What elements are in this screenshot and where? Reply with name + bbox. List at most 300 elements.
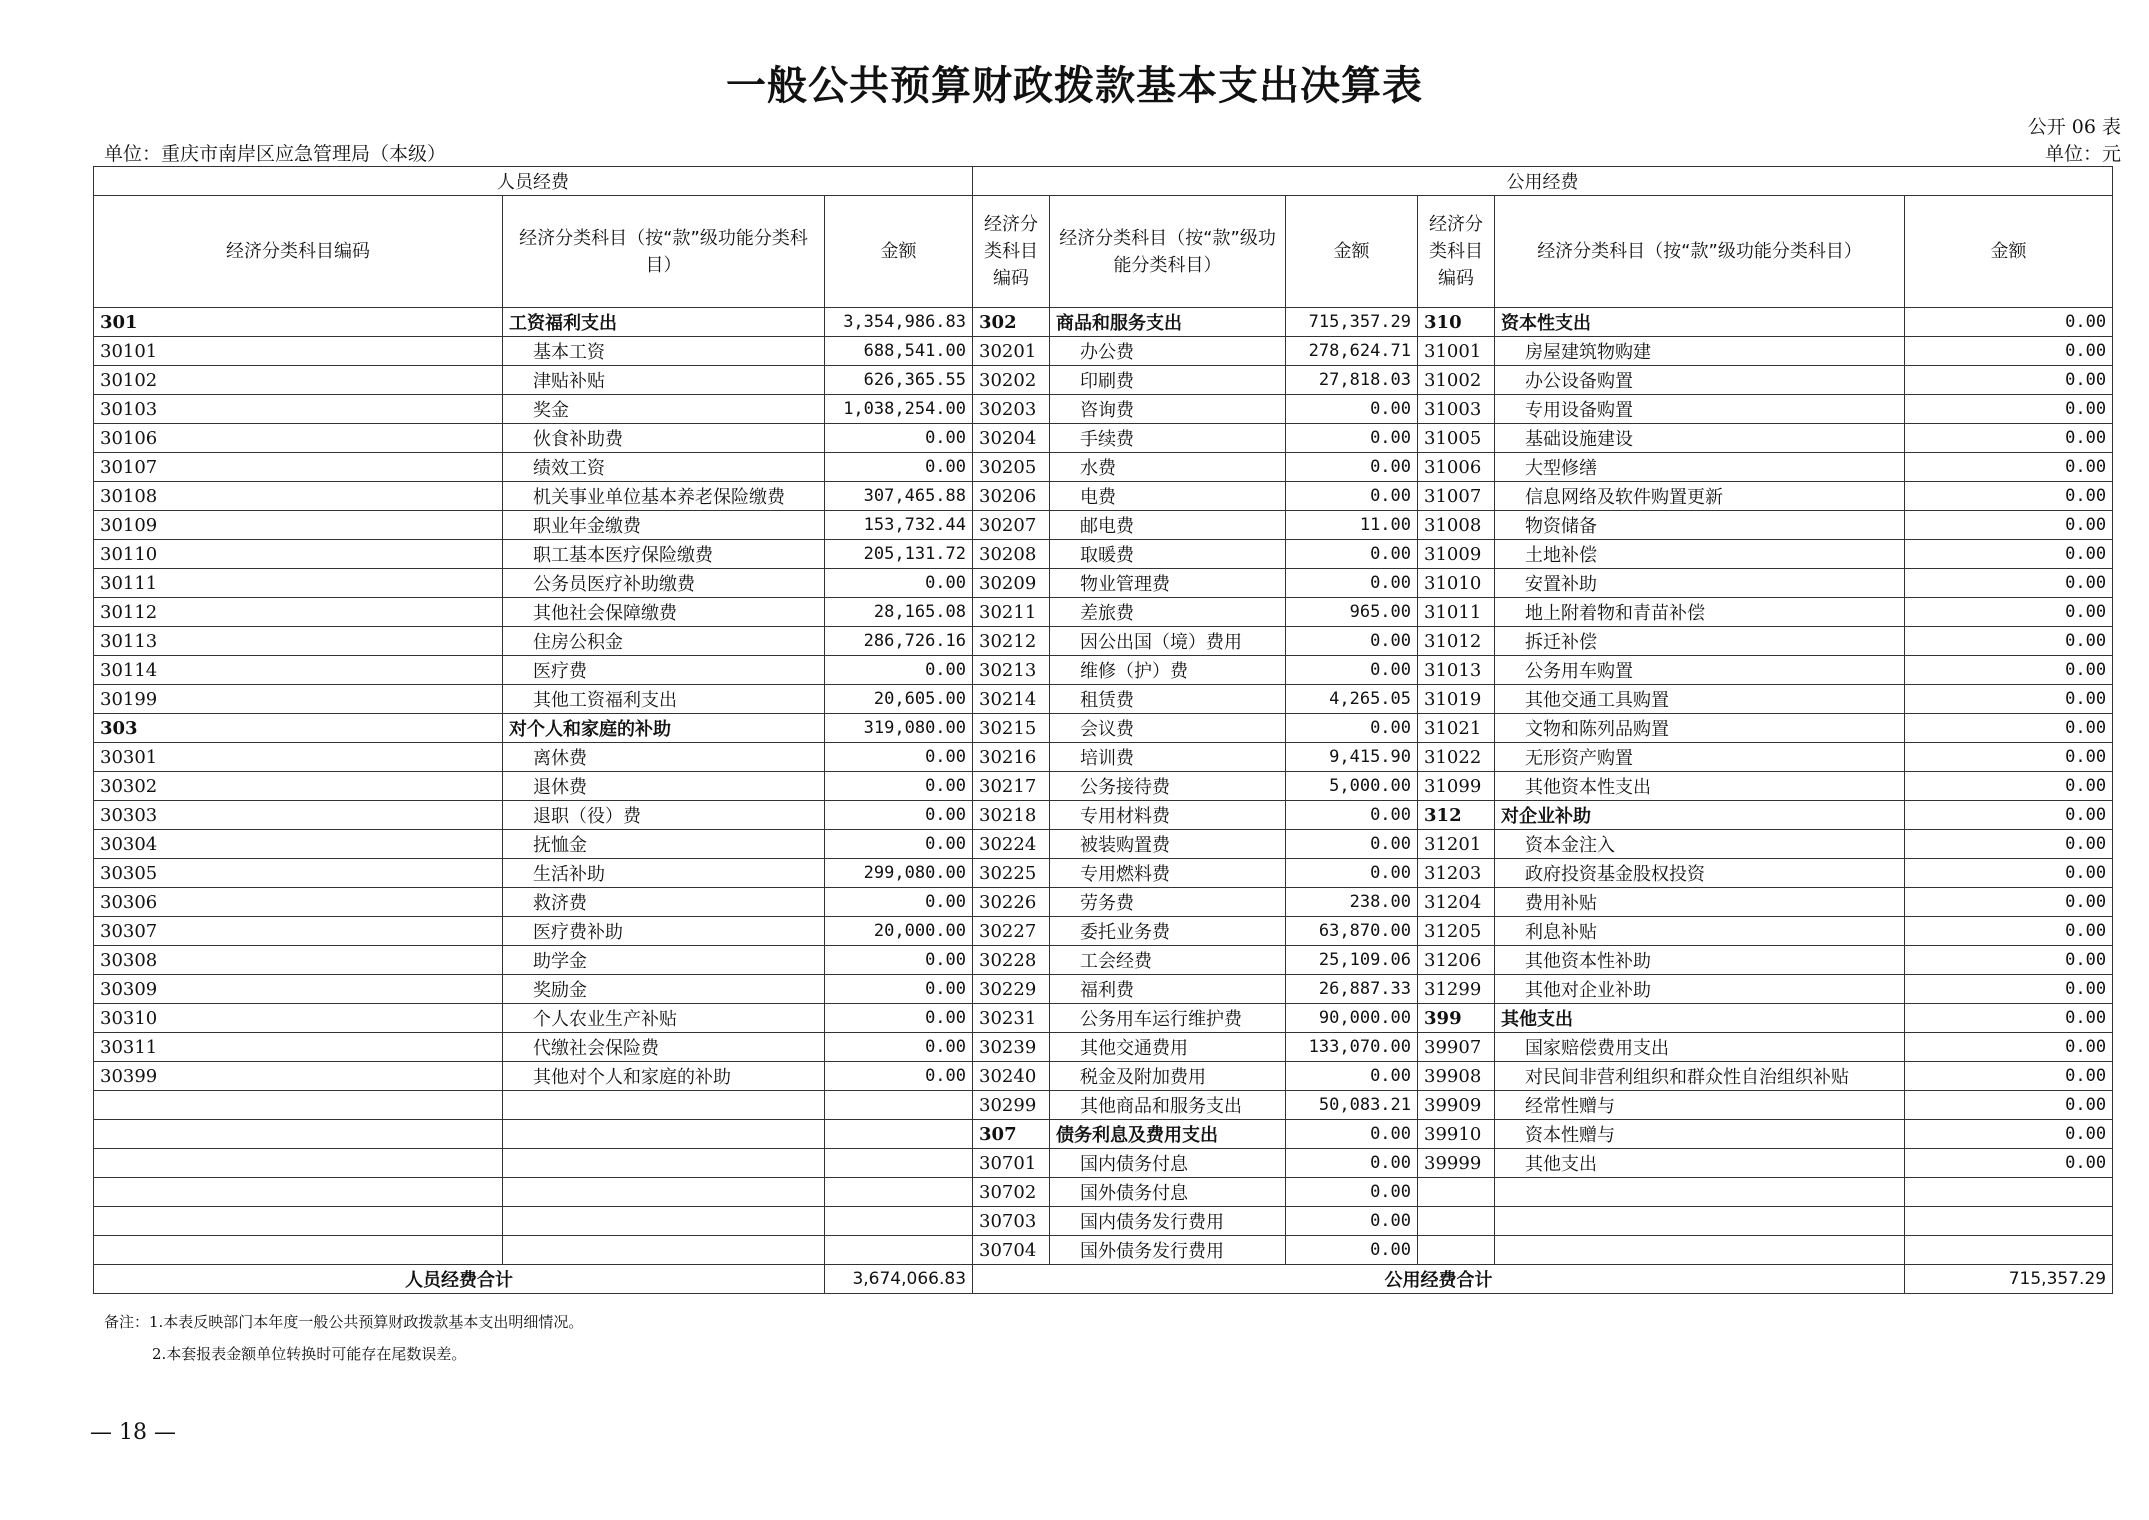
subject-cell: 助学金	[503, 946, 825, 975]
code-cell: 307	[973, 1120, 1050, 1149]
code-cell: 31204	[1418, 888, 1495, 917]
code-cell: 30203	[973, 395, 1050, 424]
subject-cell: 公务接待费	[1050, 772, 1286, 801]
amount-cell: 0.00	[1905, 917, 2113, 946]
column-header-row	[94, 196, 2113, 308]
code-cell	[94, 1120, 503, 1149]
amount-cell: 0.00	[825, 656, 973, 685]
code-cell	[1418, 1178, 1495, 1207]
table-row	[94, 540, 2113, 569]
code-cell: 30217	[973, 772, 1050, 801]
amount-cell	[825, 1236, 973, 1265]
subject-cell: 债务利息及费用支出	[1050, 1120, 1286, 1149]
table-row	[94, 1149, 2113, 1178]
code-cell: 31006	[1418, 453, 1495, 482]
code-cell: 310	[1418, 308, 1495, 337]
table-row	[94, 598, 2113, 627]
subject-cell: 印刷费	[1050, 366, 1286, 395]
amount-cell: 0.00	[1905, 308, 2113, 337]
code-cell: 30227	[973, 917, 1050, 946]
subject-cell: 医疗费	[503, 656, 825, 685]
expenditure-table	[93, 166, 2113, 1294]
code-cell: 302	[973, 308, 1050, 337]
subject-cell: 其他工资福利支出	[503, 685, 825, 714]
code-cell: 30211	[973, 598, 1050, 627]
subject-cell: 土地补偿	[1495, 540, 1905, 569]
amount-cell: 0.00	[825, 772, 973, 801]
subject-cell: 退职（役）费	[503, 801, 825, 830]
amount-cell: 299,080.00	[825, 859, 973, 888]
form-number: 公开 06 表	[2027, 116, 2121, 138]
code-cell: 39907	[1418, 1033, 1495, 1062]
table-row	[94, 1178, 2113, 1207]
code-cell: 30301	[94, 743, 503, 772]
amount-cell: 0.00	[1905, 511, 2113, 540]
amount-cell: 0.00	[1286, 540, 1418, 569]
amount-cell: 153,732.44	[825, 511, 973, 540]
table-row	[94, 743, 2113, 772]
subject-cell: 福利费	[1050, 975, 1286, 1004]
group-header-row	[94, 167, 2113, 196]
table-row	[94, 656, 2113, 685]
code-cell: 31007	[1418, 482, 1495, 511]
subject-cell: 救济费	[503, 888, 825, 917]
code-cell: 31002	[1418, 366, 1495, 395]
table-row	[94, 859, 2113, 888]
subject-cell: 其他资本性补助	[1495, 946, 1905, 975]
subject-cell	[503, 1236, 825, 1265]
code-cell	[1418, 1236, 1495, 1265]
code-cell: 30702	[973, 1178, 1050, 1207]
subject-cell	[1495, 1178, 1905, 1207]
code-cell: 30225	[973, 859, 1050, 888]
code-cell: 31019	[1418, 685, 1495, 714]
code-cell	[94, 1207, 503, 1236]
amount-cell: 0.00	[825, 888, 973, 917]
code-cell: 39909	[1418, 1091, 1495, 1120]
subject-cell: 水费	[1050, 453, 1286, 482]
public-total-value: 715,357.29	[1905, 1265, 2113, 1294]
code-cell: 39910	[1418, 1120, 1495, 1149]
code-cell: 30311	[94, 1033, 503, 1062]
amount-cell: 319,080.00	[825, 714, 973, 743]
code-cell: 30106	[94, 424, 503, 453]
amount-cell: 0.00	[825, 801, 973, 830]
subject-cell: 其他支出	[1495, 1004, 1905, 1033]
code-cell: 30101	[94, 337, 503, 366]
table-row	[94, 337, 2113, 366]
subject-cell: 房屋建筑物购建	[1495, 337, 1905, 366]
amount-cell	[1905, 1207, 2113, 1236]
amount-cell: 0.00	[1286, 1149, 1418, 1178]
amount-cell: 0.00	[1286, 395, 1418, 424]
amount-cell: 0.00	[1905, 482, 2113, 511]
code-cell: 30299	[973, 1091, 1050, 1120]
code-cell: 30703	[973, 1207, 1050, 1236]
code-cell: 31021	[1418, 714, 1495, 743]
amount-cell: 0.00	[1905, 888, 2113, 917]
subject-cell	[503, 1207, 825, 1236]
code-cell: 30704	[973, 1236, 1050, 1265]
group-public: 公用经费	[973, 167, 2113, 196]
code-cell: 30701	[973, 1149, 1050, 1178]
code-cell: 31201	[1418, 830, 1495, 859]
subject-cell: 会议费	[1050, 714, 1286, 743]
table-row	[94, 1033, 2113, 1062]
subject-cell	[503, 1120, 825, 1149]
header-code: 经济分类科目编码	[973, 196, 1050, 308]
table-row	[94, 975, 2113, 1004]
code-cell: 30107	[94, 453, 503, 482]
code-cell: 30207	[973, 511, 1050, 540]
subject-cell: 安置补助	[1495, 569, 1905, 598]
amount-cell: 0.00	[825, 1004, 973, 1033]
code-cell: 30229	[973, 975, 1050, 1004]
table-row	[94, 482, 2113, 511]
subject-cell: 大型修缮	[1495, 453, 1905, 482]
table-row	[94, 1207, 2113, 1236]
amount-cell: 0.00	[1286, 1062, 1418, 1091]
note-2: 2.本套报表金额单位转换时可能存在尾数误差。	[152, 1345, 467, 1363]
table-row	[94, 1004, 2113, 1033]
header-subject: 经济分类科目（按“款”级功能分类科目）	[1050, 196, 1286, 308]
subject-cell: 退休费	[503, 772, 825, 801]
code-cell: 30212	[973, 627, 1050, 656]
amount-cell: 0.00	[825, 424, 973, 453]
code-cell: 30204	[973, 424, 1050, 453]
code-cell	[1418, 1207, 1495, 1236]
subject-cell: 维修（护）费	[1050, 656, 1286, 685]
code-cell: 31003	[1418, 395, 1495, 424]
header-code: 经济分类科目编码	[94, 196, 503, 308]
code-cell: 39999	[1418, 1149, 1495, 1178]
amount-cell: 307,465.88	[825, 482, 973, 511]
subject-cell: 职工基本医疗保险缴费	[503, 540, 825, 569]
code-cell: 31009	[1418, 540, 1495, 569]
notes	[104, 1306, 583, 1370]
subject-cell: 津贴补贴	[503, 366, 825, 395]
amount-cell: 3,354,986.83	[825, 308, 973, 337]
code-cell: 30205	[973, 453, 1050, 482]
code-cell: 30216	[973, 743, 1050, 772]
amount-cell: 0.00	[1905, 1091, 2113, 1120]
subject-cell: 咨询费	[1050, 395, 1286, 424]
unit-organization: 单位：重庆市南岸区应急管理局（本级）	[104, 143, 447, 165]
amount-cell: 0.00	[1905, 1033, 2113, 1062]
amount-cell: 0.00	[1286, 1207, 1418, 1236]
subject-cell: 伙食补助费	[503, 424, 825, 453]
table-row	[94, 395, 2113, 424]
table-row	[94, 830, 2113, 859]
amount-cell: 133,070.00	[1286, 1033, 1418, 1062]
code-cell: 30103	[94, 395, 503, 424]
amount-cell: 1,038,254.00	[825, 395, 973, 424]
subject-cell: 工会经费	[1050, 946, 1286, 975]
code-cell: 30214	[973, 685, 1050, 714]
subject-cell: 个人农业生产补贴	[503, 1004, 825, 1033]
code-cell: 39908	[1418, 1062, 1495, 1091]
amount-cell: 0.00	[825, 743, 973, 772]
amount-cell: 25,109.06	[1286, 946, 1418, 975]
code-cell: 30113	[94, 627, 503, 656]
subject-cell: 资本金注入	[1495, 830, 1905, 859]
amount-cell: 0.00	[1905, 946, 2113, 975]
subject-cell: 基础设施建设	[1495, 424, 1905, 453]
group-personnel: 人员经费	[94, 167, 973, 196]
unit-currency: 单位：元	[2044, 143, 2121, 165]
personnel-total-label: 人员经费合计	[94, 1265, 825, 1294]
subject-cell	[1495, 1236, 1905, 1265]
amount-cell	[825, 1207, 973, 1236]
subject-cell	[503, 1149, 825, 1178]
header-subject: 经济分类科目（按“款”级功能分类科目）	[503, 196, 825, 308]
subject-cell: 国外债务付息	[1050, 1178, 1286, 1207]
code-cell: 30399	[94, 1062, 503, 1091]
amount-cell: 63,870.00	[1286, 917, 1418, 946]
table-row	[94, 917, 2113, 946]
code-cell: 31205	[1418, 917, 1495, 946]
amount-cell: 9,415.90	[1286, 743, 1418, 772]
table-row	[94, 366, 2113, 395]
subject-cell: 公务员医疗补助缴费	[503, 569, 825, 598]
amount-cell: 0.00	[1286, 1236, 1418, 1265]
amount-cell: 0.00	[825, 946, 973, 975]
code-cell: 30239	[973, 1033, 1050, 1062]
amount-cell: 0.00	[1905, 859, 2113, 888]
note-1: 备注：1.本表反映部门本年度一般公共预算财政拨款基本支出明细情况。	[104, 1313, 584, 1331]
code-cell: 30111	[94, 569, 503, 598]
table-row	[94, 772, 2113, 801]
subject-cell: 专用设备购置	[1495, 395, 1905, 424]
code-cell: 30102	[94, 366, 503, 395]
code-cell: 30305	[94, 859, 503, 888]
subject-cell: 机关事业单位基本养老保险缴费	[503, 482, 825, 511]
amount-cell: 0.00	[1286, 859, 1418, 888]
subject-cell: 对民间非营利组织和群众性自治组织补贴	[1495, 1062, 1905, 1091]
subject-cell: 生活补助	[503, 859, 825, 888]
code-cell: 31008	[1418, 511, 1495, 540]
code-cell: 31099	[1418, 772, 1495, 801]
amount-cell	[1905, 1178, 2113, 1207]
amount-cell: 0.00	[1905, 772, 2113, 801]
code-cell: 30202	[973, 366, 1050, 395]
subject-cell: 其他对个人和家庭的补助	[503, 1062, 825, 1091]
code-cell: 30224	[973, 830, 1050, 859]
subject-cell: 办公费	[1050, 337, 1286, 366]
amount-cell: 0.00	[1286, 482, 1418, 511]
code-cell: 30306	[94, 888, 503, 917]
subject-cell: 其他支出	[1495, 1149, 1905, 1178]
table-row	[94, 308, 2113, 337]
subject-cell: 电费	[1050, 482, 1286, 511]
code-cell: 30228	[973, 946, 1050, 975]
header-amount: 金额	[825, 196, 973, 308]
code-cell: 30209	[973, 569, 1050, 598]
amount-cell: 4,265.05	[1286, 685, 1418, 714]
amount-cell: 965.00	[1286, 598, 1418, 627]
code-cell: 31005	[1418, 424, 1495, 453]
amount-cell: 286,726.16	[825, 627, 973, 656]
table-row	[94, 1120, 2113, 1149]
subject-cell	[1495, 1207, 1905, 1236]
amount-cell: 715,357.29	[1286, 308, 1418, 337]
code-cell: 30109	[94, 511, 503, 540]
code-cell: 31299	[1418, 975, 1495, 1004]
subject-cell: 医疗费补助	[503, 917, 825, 946]
code-cell: 30112	[94, 598, 503, 627]
code-cell: 31206	[1418, 946, 1495, 975]
subject-cell: 对企业补助	[1495, 801, 1905, 830]
table-row	[94, 1236, 2113, 1265]
code-cell: 31013	[1418, 656, 1495, 685]
code-cell: 30208	[973, 540, 1050, 569]
subject-cell: 公务用车运行维护费	[1050, 1004, 1286, 1033]
subject-cell: 其他资本性支出	[1495, 772, 1905, 801]
subject-cell: 手续费	[1050, 424, 1286, 453]
totals-row	[94, 1265, 2113, 1294]
amount-cell: 90,000.00	[1286, 1004, 1418, 1033]
code-cell: 30206	[973, 482, 1050, 511]
subject-cell: 其他社会保障缴费	[503, 598, 825, 627]
subject-cell: 其他对企业补助	[1495, 975, 1905, 1004]
amount-cell: 11.00	[1286, 511, 1418, 540]
code-cell: 303	[94, 714, 503, 743]
amount-cell: 0.00	[1286, 801, 1418, 830]
amount-cell: 688,541.00	[825, 337, 973, 366]
table-row	[94, 888, 2113, 917]
subject-cell: 对个人和家庭的补助	[503, 714, 825, 743]
table-row	[94, 424, 2113, 453]
table-row	[94, 1091, 2113, 1120]
amount-cell	[825, 1149, 973, 1178]
amount-cell: 5,000.00	[1286, 772, 1418, 801]
subject-cell: 工资福利支出	[503, 308, 825, 337]
code-cell: 30310	[94, 1004, 503, 1033]
amount-cell: 0.00	[825, 830, 973, 859]
table-row	[94, 569, 2113, 598]
amount-cell: 27,818.03	[1286, 366, 1418, 395]
subject-cell: 劳务费	[1050, 888, 1286, 917]
amount-cell	[1905, 1236, 2113, 1265]
amount-cell: 0.00	[1905, 337, 2113, 366]
code-cell: 31012	[1418, 627, 1495, 656]
subject-cell: 因公出国（境）费用	[1050, 627, 1286, 656]
subject-cell: 代缴社会保险费	[503, 1033, 825, 1062]
subject-cell: 资本性赠与	[1495, 1120, 1905, 1149]
amount-cell: 238.00	[1286, 888, 1418, 917]
header-subject: 经济分类科目（按“款”级功能分类科目）	[1495, 196, 1905, 308]
subject-cell: 物资储备	[1495, 511, 1905, 540]
subject-cell: 费用补贴	[1495, 888, 1905, 917]
code-cell: 30110	[94, 540, 503, 569]
subject-cell: 税金及附加费用	[1050, 1062, 1286, 1091]
table-row	[94, 627, 2113, 656]
amount-cell: 0.00	[1905, 1149, 2113, 1178]
amount-cell: 0.00	[1905, 424, 2113, 453]
subject-cell: 离休费	[503, 743, 825, 772]
subject-cell: 其他交通工具购置	[1495, 685, 1905, 714]
code-cell: 31203	[1418, 859, 1495, 888]
page-number: — 18 —	[90, 1420, 176, 1445]
subject-cell: 国外债务发行费用	[1050, 1236, 1286, 1265]
amount-cell: 20,000.00	[825, 917, 973, 946]
code-cell: 31022	[1418, 743, 1495, 772]
amount-cell: 0.00	[1905, 801, 2113, 830]
subject-cell: 商品和服务支出	[1050, 308, 1286, 337]
code-cell: 30302	[94, 772, 503, 801]
table-row	[94, 801, 2113, 830]
amount-cell: 0.00	[1286, 453, 1418, 482]
table-row	[94, 714, 2113, 743]
public-total-label: 公用经费合计	[973, 1265, 1905, 1294]
amount-cell: 0.00	[1905, 975, 2113, 1004]
amount-cell: 0.00	[1905, 569, 2113, 598]
subject-cell: 经常性赠与	[1495, 1091, 1905, 1120]
subject-cell: 职业年金缴费	[503, 511, 825, 540]
subject-cell: 基本工资	[503, 337, 825, 366]
amount-cell: 0.00	[1286, 424, 1418, 453]
subject-cell	[503, 1091, 825, 1120]
amount-cell: 626,365.55	[825, 366, 973, 395]
table-row	[94, 1062, 2113, 1091]
amount-cell: 0.00	[1905, 743, 2113, 772]
subject-cell: 办公设备购置	[1495, 366, 1905, 395]
amount-cell: 0.00	[1286, 714, 1418, 743]
amount-cell: 26,887.33	[1286, 975, 1418, 1004]
amount-cell: 0.00	[825, 1033, 973, 1062]
amount-cell: 0.00	[1905, 685, 2113, 714]
amount-cell: 0.00	[1905, 714, 2113, 743]
subject-cell: 拆迁补偿	[1495, 627, 1905, 656]
amount-cell: 0.00	[1286, 627, 1418, 656]
amount-cell	[825, 1091, 973, 1120]
subject-cell: 被装购置费	[1050, 830, 1286, 859]
subject-cell: 政府投资基金股权投资	[1495, 859, 1905, 888]
subject-cell: 国家赔偿费用支出	[1495, 1033, 1905, 1062]
amount-cell	[825, 1178, 973, 1207]
code-cell	[94, 1091, 503, 1120]
code-cell: 30231	[973, 1004, 1050, 1033]
subject-cell: 文物和陈列品购置	[1495, 714, 1905, 743]
amount-cell: 20,605.00	[825, 685, 973, 714]
table-row	[94, 946, 2113, 975]
code-cell	[94, 1178, 503, 1207]
amount-cell: 0.00	[1905, 366, 2113, 395]
code-cell: 30201	[973, 337, 1050, 366]
subject-cell: 委托业务费	[1050, 917, 1286, 946]
amount-cell: 0.00	[1905, 830, 2113, 859]
code-cell: 30199	[94, 685, 503, 714]
amount-cell: 0.00	[1905, 395, 2113, 424]
code-cell: 30226	[973, 888, 1050, 917]
subject-cell: 取暖费	[1050, 540, 1286, 569]
code-cell	[94, 1236, 503, 1265]
subject-cell: 绩效工资	[503, 453, 825, 482]
subject-cell: 其他商品和服务支出	[1050, 1091, 1286, 1120]
subject-cell: 无形资产购置	[1495, 743, 1905, 772]
amount-cell: 0.00	[825, 1062, 973, 1091]
subject-cell: 专用材料费	[1050, 801, 1286, 830]
code-cell: 301	[94, 308, 503, 337]
subject-cell: 差旅费	[1050, 598, 1286, 627]
code-cell: 30303	[94, 801, 503, 830]
subject-cell: 信息网络及软件购置更新	[1495, 482, 1905, 511]
code-cell: 31001	[1418, 337, 1495, 366]
amount-cell: 0.00	[1905, 1062, 2113, 1091]
amount-cell: 0.00	[1286, 1120, 1418, 1149]
code-cell: 30215	[973, 714, 1050, 743]
code-cell: 312	[1418, 801, 1495, 830]
